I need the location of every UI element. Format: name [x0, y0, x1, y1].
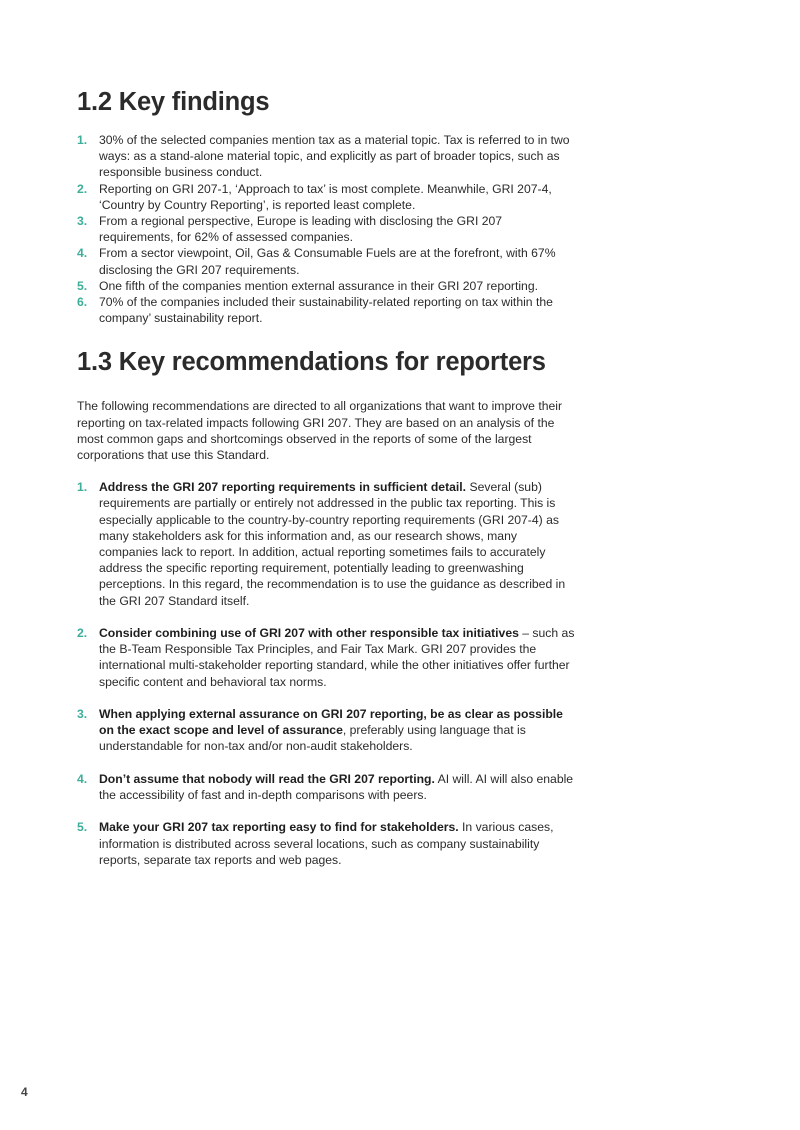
- finding-item: [77, 213, 577, 245]
- document-page: [77, 88, 577, 884]
- list-number: 4.: [77, 771, 88, 786]
- recommendation-heading: Make your GRI 207 tax reporting easy to find for stakeholders.: [99, 820, 459, 835]
- recommendation-heading: When applying external assurance on GRI 207 reporting, be as clear as possible on the exact scope and level of assurance: [99, 707, 563, 738]
- finding-text: One fifth of the companies mention external assurance in their GRI 207 reporting.: [99, 278, 538, 293]
- finding-text: 30% of the selected companies mention tax as a material topic. Tax is referred to in two ways: as a stand-alone material topic, and explicitly as part of broader topics, such as responsible business conduct.: [99, 133, 570, 180]
- finding-item: [77, 278, 577, 294]
- list-number: 1.: [77, 133, 88, 147]
- list-number: 6.: [77, 295, 88, 310]
- recommendation-item: [77, 479, 577, 609]
- finding-item: [77, 132, 577, 181]
- recommendation-heading: Address the GRI 207 reporting requirements in sufficient detail.: [99, 480, 467, 495]
- finding-text: Reporting on GRI 207-1, ‘Approach to tax’ is most complete. Meanwhile, GRI 207-4, ‘Country by Country Reporting’, is reported least complete.: [99, 181, 552, 212]
- page-number: 4: [21, 1085, 28, 1099]
- list-number: 3.: [77, 707, 88, 722]
- recommendations-list: [77, 479, 577, 868]
- finding-item: [77, 294, 577, 326]
- recommendation-text: – such as the B-Team Responsible Tax Principles, and Fair Tax Mark. GRI 207 provides the international multi-stakeholder reporting standard, while the other initiatives offer further specific content and behavioral tax norms.: [99, 626, 575, 689]
- recommendation-text: , preferably using language that is understandable for non-tax and/or non-audit stakeholders.: [99, 723, 526, 754]
- list-number: 1.: [77, 480, 88, 495]
- recommendations-intro: The following recommendations are directed to all organizations that want to improve their reporting on tax-related impacts following GRI 207. They are based on an analysis of the most common gaps and shortcomings observed in the reports of some of the largest corporations that use this Standard.: [77, 399, 563, 463]
- finding-text: From a regional perspective, Europe is leading with disclosing the GRI 207 requirements, for 62% of assessed companies.: [99, 214, 503, 245]
- list-number: 2.: [77, 181, 88, 196]
- recommendation-item: [77, 706, 577, 755]
- key-findings-list: [77, 132, 577, 326]
- recommendation-item: [77, 771, 577, 803]
- recommendation-item: [77, 819, 577, 868]
- section-title-key-recommendations: 1.3 Key recommendations for reporters: [77, 348, 546, 377]
- list-number: 4.: [77, 246, 88, 261]
- list-number: 5.: [77, 278, 88, 293]
- list-number: 2.: [77, 626, 88, 641]
- recommendation-text: In various cases, information is distributed across several locations, such as company sustainability reports, separate tax reports and web pages.: [99, 820, 554, 867]
- finding-item: [77, 245, 577, 277]
- list-number: 5.: [77, 820, 88, 835]
- list-number: 3.: [77, 214, 88, 229]
- recommendation-item: [77, 625, 577, 690]
- finding-item: [77, 181, 577, 213]
- finding-text: 70% of the companies included their sustainability-related reporting on tax within the company’ sustainability report.: [99, 295, 553, 326]
- recommendation-text: Several (sub) requirements are partially or entirely not addressed in the public tax reporting. This is especially applicable to the country-by-country reporting requirements (GRI 207-4) as many stakeholders ask for this information and, as our research shows, many companies lack to report. In addition, actual reporting sometimes fails to accurately address the specific reporting requirement, potentially leading to greenwashing perceptions. In this regard, the recommendation is to use the guidance as described in the GRI 207 Standard itself.: [99, 480, 566, 608]
- recommendation-heading: Consider combining use of GRI 207 with other responsible tax initiatives: [99, 626, 519, 641]
- finding-text: From a sector viewpoint, Oil, Gas & Consumable Fuels are at the forefront, with 67% disclosing the GRI 207 requirements.: [99, 246, 556, 277]
- section-title-key-findings: 1.2 Key findings: [77, 88, 270, 116]
- recommendation-text: AI will. AI will also enable the accessibility of fast and in-depth comparisons with peers.: [99, 771, 574, 803]
- recommendation-heading: Don’t assume that nobody will read the GRI 207 reporting.: [99, 771, 435, 786]
